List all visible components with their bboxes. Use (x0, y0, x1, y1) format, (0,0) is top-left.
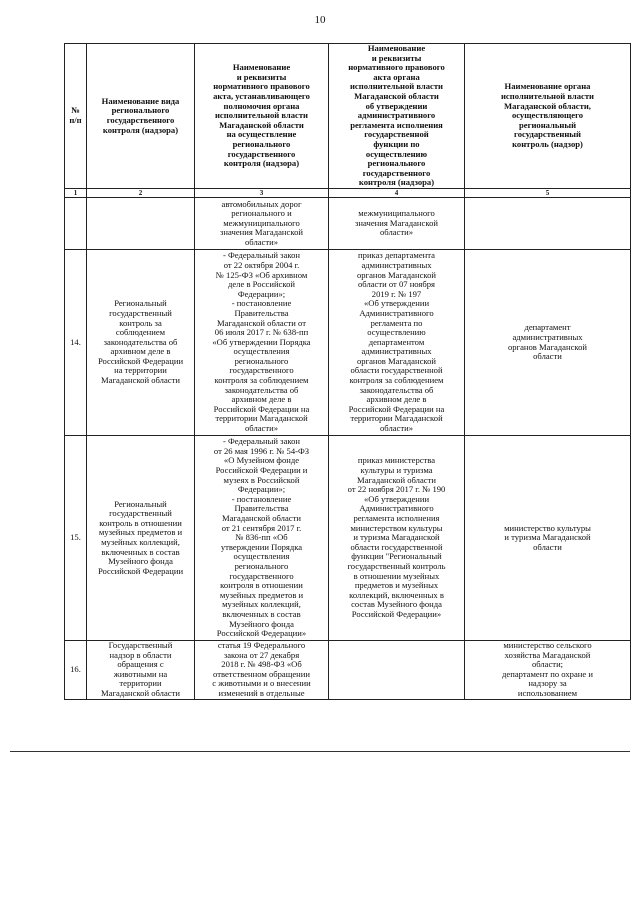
regulation-act: приказ департамента административных органов Магаданской области от 07 ноября 2019 г. № 197 «Об утверждении Административного регламента по осуществлению департаментом административных органов Магаданской области государственной контроля за соблюдением законодательства об архивном деле в Российской Федерации на территории Магаданской области» (329, 250, 465, 436)
authority (465, 198, 631, 250)
table-row (65, 250, 631, 436)
row-number: 16. (65, 641, 87, 700)
table-row (65, 436, 631, 641)
regulation-act: приказ министерства культуры и туризма Магаданской области от 22 ноября 2017 г. № 190 «Об утверждении Административного регламента исполнения министерством культуры и туризма Магаданской области государственной функции "Региональный государственный контроль в отношении музейных предметов и музейных коллекций, включенных в состав Музейного фонда Российской Федерации» (329, 436, 465, 641)
header-authority: Наименование органа исполнительной власти Магаданской области, осуществляющего региональный государственный контроль (надзор) (465, 44, 631, 189)
header-control-type: Наименование вида регионального государственного контроля (надзора) (87, 44, 195, 189)
row-number: 14. (65, 250, 87, 436)
row-number: 15. (65, 436, 87, 641)
regulation-act: межмуниципального значения Магаданской области» (329, 198, 465, 250)
table-row (65, 198, 631, 250)
table-row (65, 641, 631, 700)
header-federal-act: Наименование и реквизиты нормативного правового акта, устанавливающего полномочия органа исполнительной власти Магаданской области на осуществление регионального государственного контроля (надзора) (195, 44, 329, 189)
authority: министерство сельского хозяйства Магаданской области; департамент по охране и надзору за использованием (465, 641, 631, 700)
regulation-table (64, 43, 631, 700)
header-regulation-act: Наименование и реквизиты нормативного правового акта органа исполнительной власти Магаданской области об утверждении административного регламента исполнения государственной функции по осуществлению регионального государственного контроля (надзора) (329, 44, 465, 189)
control-type: Государственный надзор в области обращения с животными на территории Магаданской области (87, 641, 195, 700)
column-index: 5 (465, 189, 631, 198)
federal-act: - Федеральный закон от 26 мая 1996 г. № 54-ФЗ «О Музейном фонде Российской Федерации и музеях в Российской Федерации»; - постановление Правительства Магаданской области от 21 сентября 2017 г. № 836-пп «Об утверждении Порядка осуществления регионального государственного контроля в отношении музейных предметов и музейных коллекций, включенных в состав Музейного фонда Российской Федерации» (195, 436, 329, 641)
federal-act: - Федеральный закон от 22 октября 2004 г. № 125-ФЗ «Об архивном деле в Российской Федерации»; - постановление Правительства Магаданской области от 06 июля 2017 г. № 638-пп «Об утверждении Порядка осуществления регионального государственного контроля за соблюдением законодательства об архивном деле в Российской Федерации на территории Магаданской области» (195, 250, 329, 436)
column-index: 3 (195, 189, 329, 198)
federal-act: автомобильных дорог регионального и межмуниципального значения Магаданской области» (195, 198, 329, 250)
table-header-row (65, 44, 631, 189)
column-index-row (65, 189, 631, 198)
row-number (65, 198, 87, 250)
control-type (87, 198, 195, 250)
authority: департамент административных органов Магаданской области (465, 250, 631, 436)
column-index: 4 (329, 189, 465, 198)
regulation-act (329, 641, 465, 700)
federal-act: статья 19 Федерального закона от 27 декабря 2018 г. № 498-ФЗ «Об ответственном обращении с животными и о внесении изменений в отдельные (195, 641, 329, 700)
header-number: № п/п (65, 44, 87, 189)
column-index: 2 (87, 189, 195, 198)
page-bottom-rule (10, 751, 630, 752)
authority: министерство культуры и туризма Магаданской области (465, 436, 631, 641)
column-index: 1 (65, 189, 87, 198)
control-type: Региональный государственный контроль в отношении музейных предметов и музейных коллекций, включенных в состав Музейного фонда Российской Федерации (87, 436, 195, 641)
page-number: 10 (314, 14, 326, 26)
control-type: Региональный государственный контроль за соблюдением законодательства об архивном деле в Российской Федерации на территории Магаданской области (87, 250, 195, 436)
